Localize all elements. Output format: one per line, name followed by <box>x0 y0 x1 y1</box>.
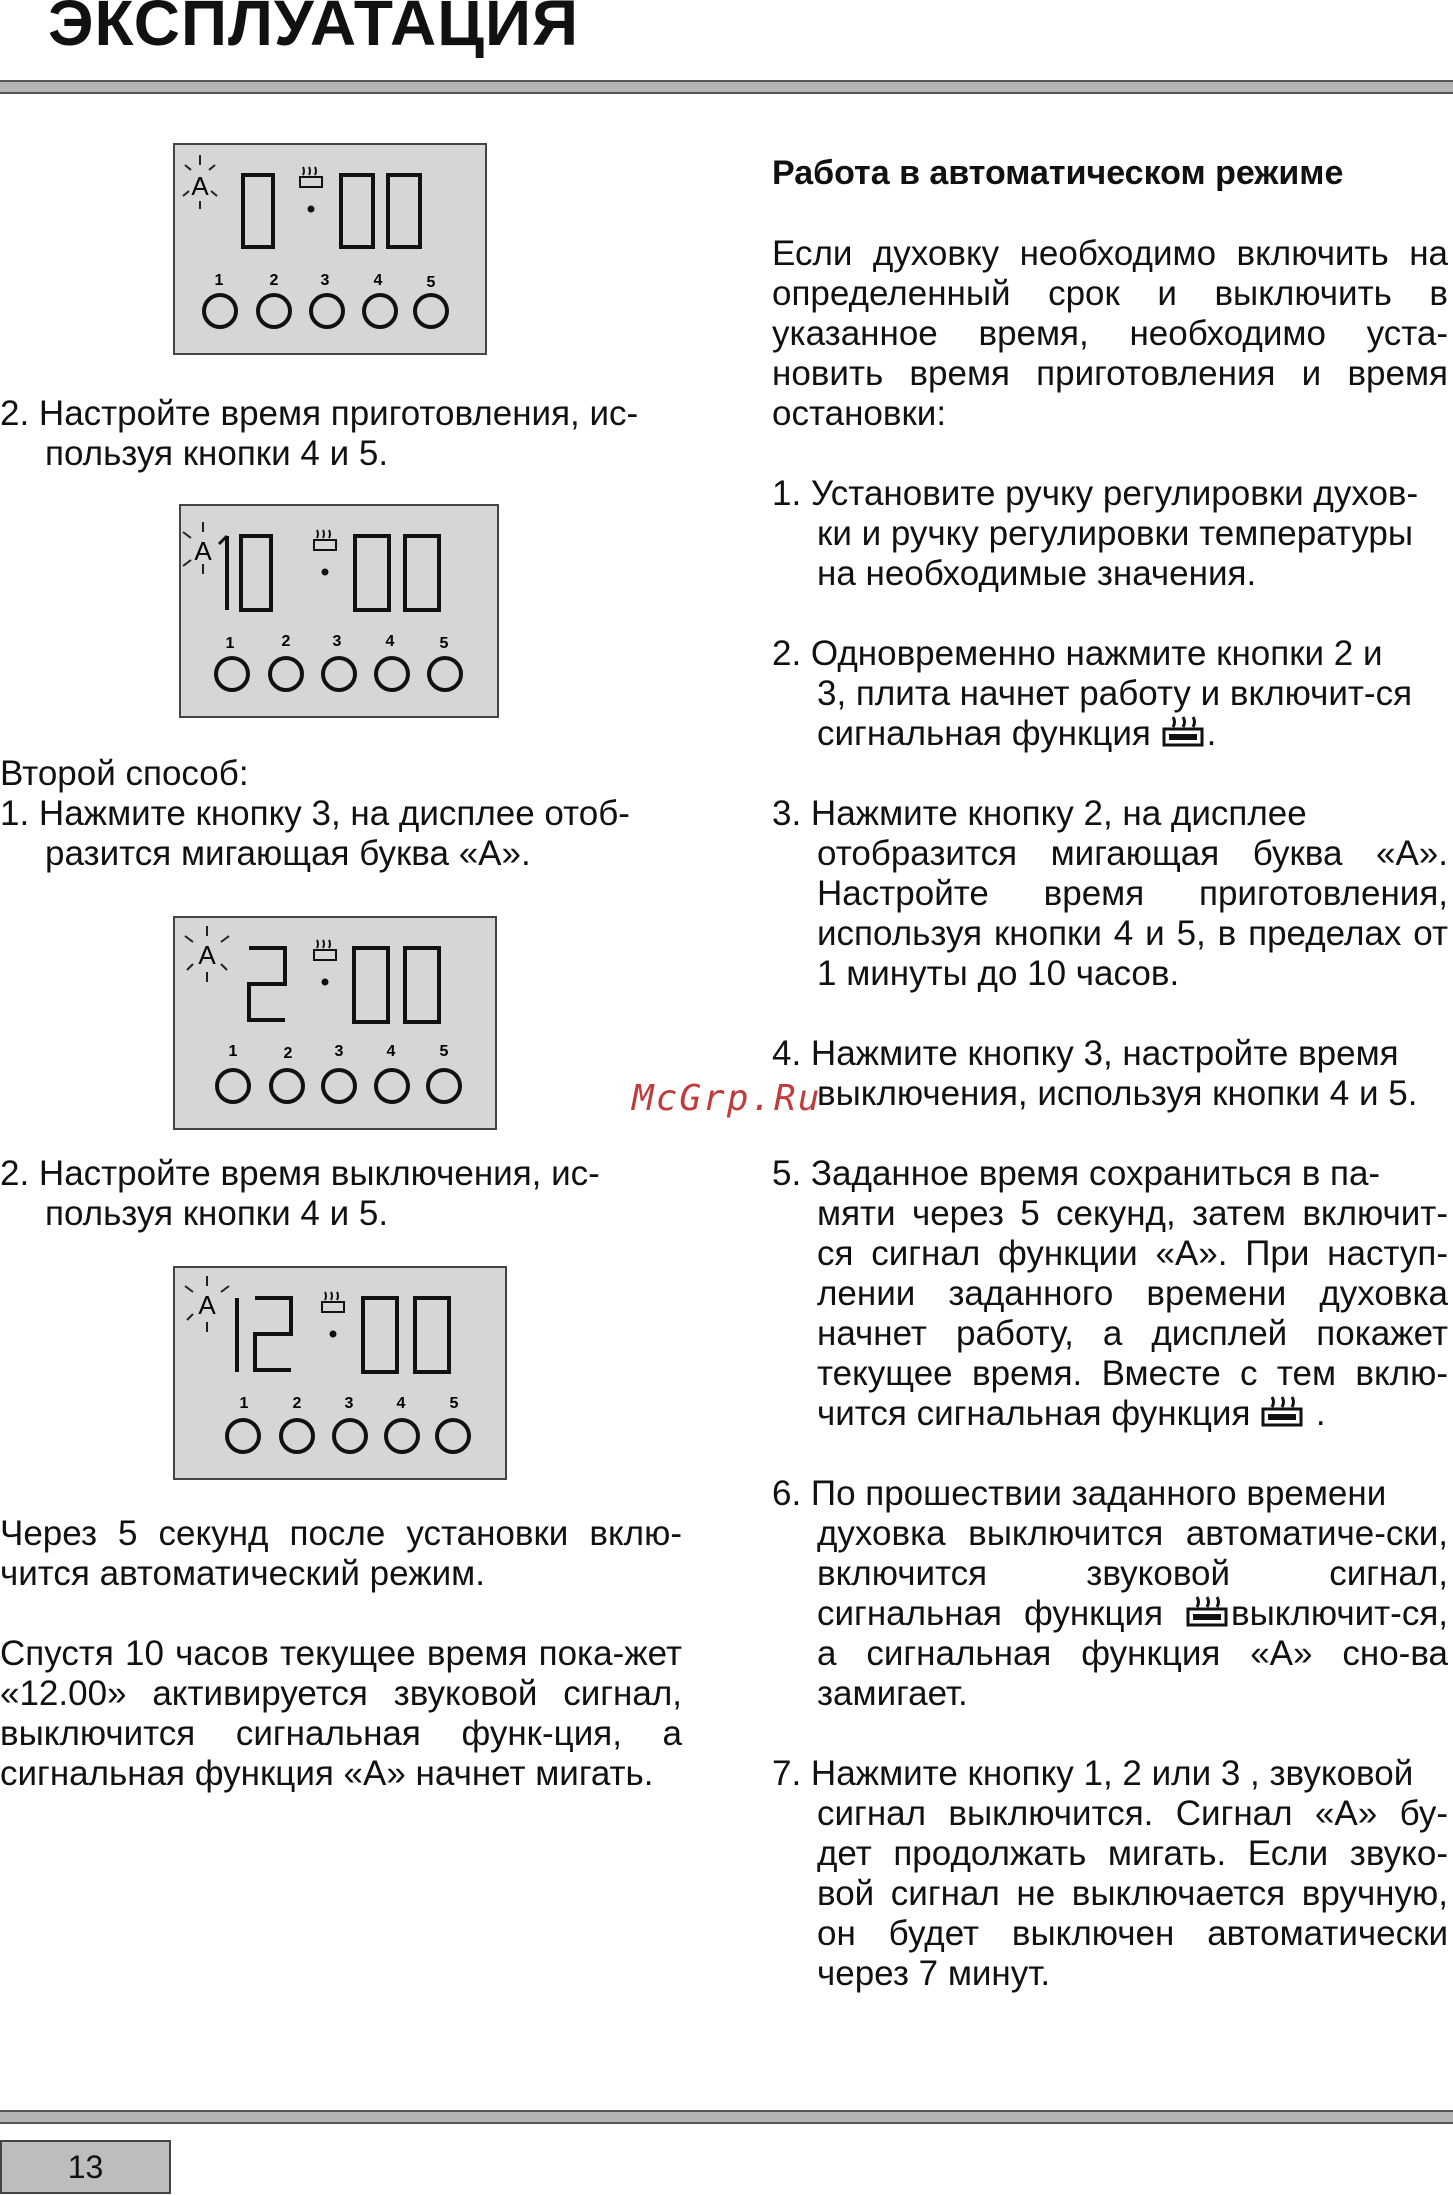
left-step-cooking-time: 2. Настройте время приготовления, ис- пользуя кнопки 4 и 5. <box>0 394 639 473</box>
right-step-3: 3. Нажмите кнопку 2, на дисплее отобразится мигающая буква «А». Настройте время приготовления, используя кнопки 4 и 5, в пределах от 1 минуты до 10 часов. <box>772 794 1448 993</box>
header-divider <box>0 80 1453 94</box>
section-title: Работа в автоматическом режиме <box>772 154 1344 192</box>
svg-text:1: 1 <box>239 1395 249 1412</box>
svg-text:5: 5 <box>439 635 449 652</box>
oven-signal-icon <box>1161 715 1207 749</box>
left-para-after-10h: Спустя 10 часов текущее время пока-жет «12.00» активируется звуковой сигнал, выключится сигнальная функ-ция, а сигнальная функция «А» начнет мигать. <box>0 1634 682 1793</box>
footer-divider <box>0 2110 1453 2124</box>
svg-text:1: 1 <box>225 635 235 652</box>
svg-text:5: 5 <box>426 274 436 291</box>
svg-text:4: 4 <box>373 272 383 289</box>
right-step-4: 4. Нажмите кнопку 3, настройте время выключения, используя кнопки 4 и 5. <box>772 1034 1418 1113</box>
left-step-off-time: 2. Настройте время выключения, ис- пользуя кнопки 4 и 5. <box>0 1154 600 1233</box>
svg-text:1: 1 <box>214 272 224 289</box>
svg-text:4: 4 <box>396 1395 406 1412</box>
svg-text:3: 3 <box>332 633 342 650</box>
right-step-7: 7. Нажмите кнопку 1, 2 или 3 , звуковой сигнал выключится. Сигнал «А» бу-дет продолжать мигать. Если звуко-вой сигнал не выключается вручную, он будет выключен автоматически через 7 минут. <box>772 1754 1448 1993</box>
right-step-5: 5. Заданное время сохраниться в па- мяти через 5 секунд, затем включит-ся сигнал функции «А». При наступ-лении заданного времени духовка начнет работу, а дисплей покажет текущее время. Вместе с тем вклю-чится сигнальная функция . <box>772 1154 1448 1433</box>
right-step-2: 2. Одновременно нажмите кнопки 2 и 3, плита начнет работу и включит-ся сигнальная функция . <box>772 634 1413 753</box>
svg-text:1: 1 <box>228 1043 238 1060</box>
svg-text:3: 3 <box>320 272 330 289</box>
svg-text:3: 3 <box>334 1043 344 1060</box>
oven-signal-icon <box>1185 1595 1231 1629</box>
auto-flag-letter: A <box>198 940 216 970</box>
display-panel-1 <box>173 143 487 360</box>
left-para-auto-mode: Через 5 секунд после установки вклю-чится автоматический режим. <box>0 1514 682 1593</box>
watermark: McGrp.Ru <box>632 1078 822 1119</box>
oven-signal-icon <box>1260 1395 1306 1429</box>
page-number: 13 <box>0 2140 171 2194</box>
svg-text:3: 3 <box>344 1395 354 1412</box>
svg-text:2: 2 <box>269 272 279 289</box>
svg-text:4: 4 <box>385 633 395 650</box>
svg-text:2: 2 <box>283 1045 293 1062</box>
auto-flag-letter: A <box>191 171 209 201</box>
auto-flag-letter: A <box>194 536 212 566</box>
right-step-6: 6. По прошествии заданного времени духовка выключится автоматиче-ски, включится звуковой сигнал, сигнальная функция выключит-ся, а сигнальная функция «А» сно-ва замигает. <box>772 1474 1448 1713</box>
right-step-1: 1. Установите ручку регулировки духов- ки и ручку регулировки температуры на необходимые значения. <box>772 474 1419 593</box>
auto-flag-letter: A <box>198 1290 216 1320</box>
svg-text:2: 2 <box>292 1395 302 1412</box>
display-panel-2 <box>179 504 499 723</box>
page-title: ЭКСПЛУАТАЦИЯ <box>48 0 579 59</box>
left-method2-step1: 1. Нажмите кнопку 3, на дисплее отоб- разится мигающая буква «А». <box>0 794 630 873</box>
method2-heading: Второй способ: <box>0 754 249 793</box>
right-intro: Если духовку необходимо включить на определенный срок и выключить в указанное время, необходимо уста-новить время приготовления и время остановки: <box>772 234 1448 433</box>
display-panel-3 <box>173 916 497 1135</box>
svg-text:5: 5 <box>449 1395 459 1412</box>
svg-text:5: 5 <box>439 1043 449 1060</box>
svg-text:4: 4 <box>386 1043 396 1060</box>
display-panel-4 <box>173 1266 507 1485</box>
svg-text:2: 2 <box>281 633 291 650</box>
